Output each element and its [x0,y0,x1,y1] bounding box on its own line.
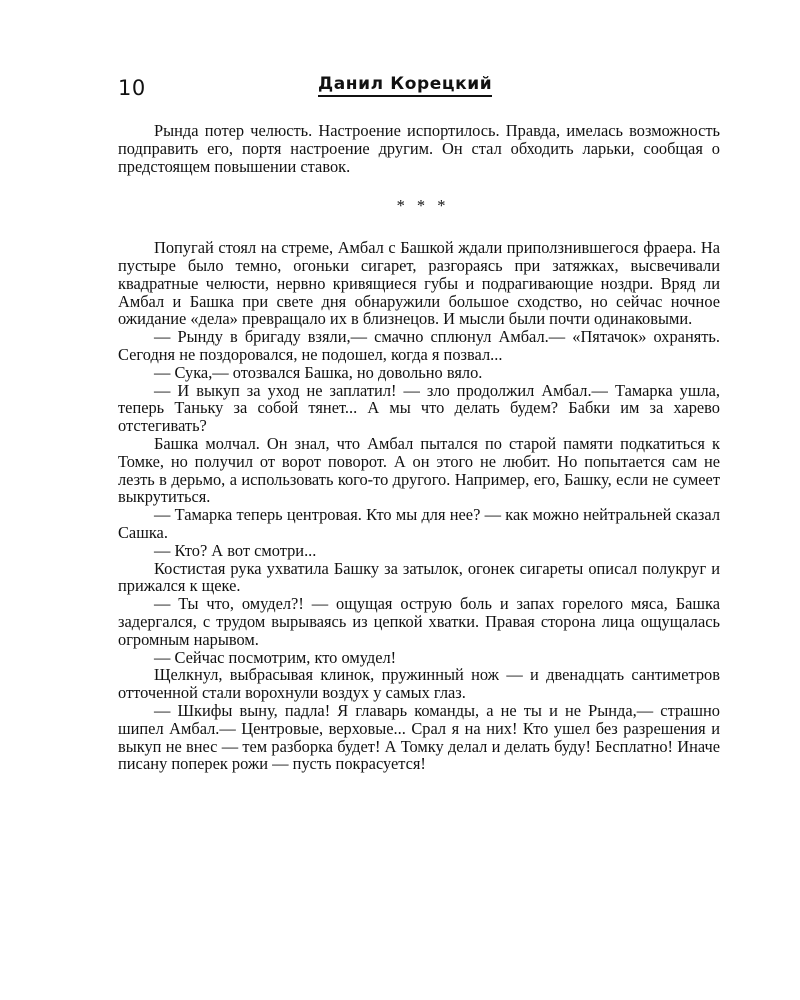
paragraph: — И выкуп за уход не заплатил! — зло продолжил Амбал.— Тамарка ушла, теперь Таньку за собой тянет... А мы что делать будем? Бабки им за харево отстегивать? [118,380,720,436]
paragraph: Рында потер челюсть. Настроение испортилось. Правда, имелась возможность подправить его, портя настроение другим. Он стал обходить ларьки, сообщая о предстоящем повышении ставок. [118,121,720,176]
paragraph: — Рынду в бригаду взяли,— смачно сплюнул Амбал.— «Пятачок» охранять. Сегодня не поздоровался, не подошел, когда я позвал... [118,327,720,364]
running-title: Данил Корецкий [318,74,492,97]
paragraph: Башка молчал. Он знал, что Амбал пытался по старой памяти подкатиться к Томке, но получил от ворот поворот. А он этого не любит. Но попытается сам не лезть в дерьмо, а использовать кого-то другого. Например, его, Башку, если не сумеет выкрутиться. [118,433,720,507]
paragraph: — Ты что, омудел?! — ощущая острую боль и запах горелого мяса, Башка задергался, с трудом вырываясь из цепкой хватки. Правая сторона лица ощущалась огромным нарывом. [118,594,720,649]
paragraph: — Шкифы выну, падла! Я главарь команды, а не ты и не Рында,— страшно шипел Амбал.— Центровые, верховые... Срал я на них! Кто ушел без разрешения и выкуп не внес — тем разборка будет! А Томку делал и делать буду! Бесплатно! Иначе писану поперек рожи — пусть покрасуется! [118,700,720,774]
page-header [118,74,720,104]
body-text [118,122,720,773]
paragraph: Костистая рука ухватила Башку за затылок, огонек сигареты описал полукруг и прижался к щеке. [118,558,720,596]
paragraph: — Кто? А вот смотри... [154,540,317,560]
paragraph: — Тамарка теперь центровая. Кто мы для нее? — как можно нейтральней сказал Сашка. [118,505,720,542]
scene-break: * * * [396,196,450,216]
paragraph: Щелкнул, выбрасывая клинок, пружинный нож — и двенадцать сантиметров отточенной стали ворохнули воздух у самых глаз. [118,665,720,703]
paragraph: Попугай стоял на стреме, Амбал с Башкой ждали приползнившегося фраера. На пустыре было темно, огоньки сигарет, разгораясь при затяжках, высвечивали квадратные челюсти, нервно кривящиеся губы и подрагивающие ноздри. Вряд ли Амбал и Башка при свете дня обнаружили большое сходство, но сейчас ночное ожидание «дела» превращало их в близнецов. И мысли были почти одинаковыми. [118,238,720,329]
page-number: 10 [118,76,146,100]
paragraph: — Сейчас посмотрим, кто омудел! [154,647,397,667]
paragraph: — Сука,— отозвался Башка, но довольно вяло. [154,362,483,382]
